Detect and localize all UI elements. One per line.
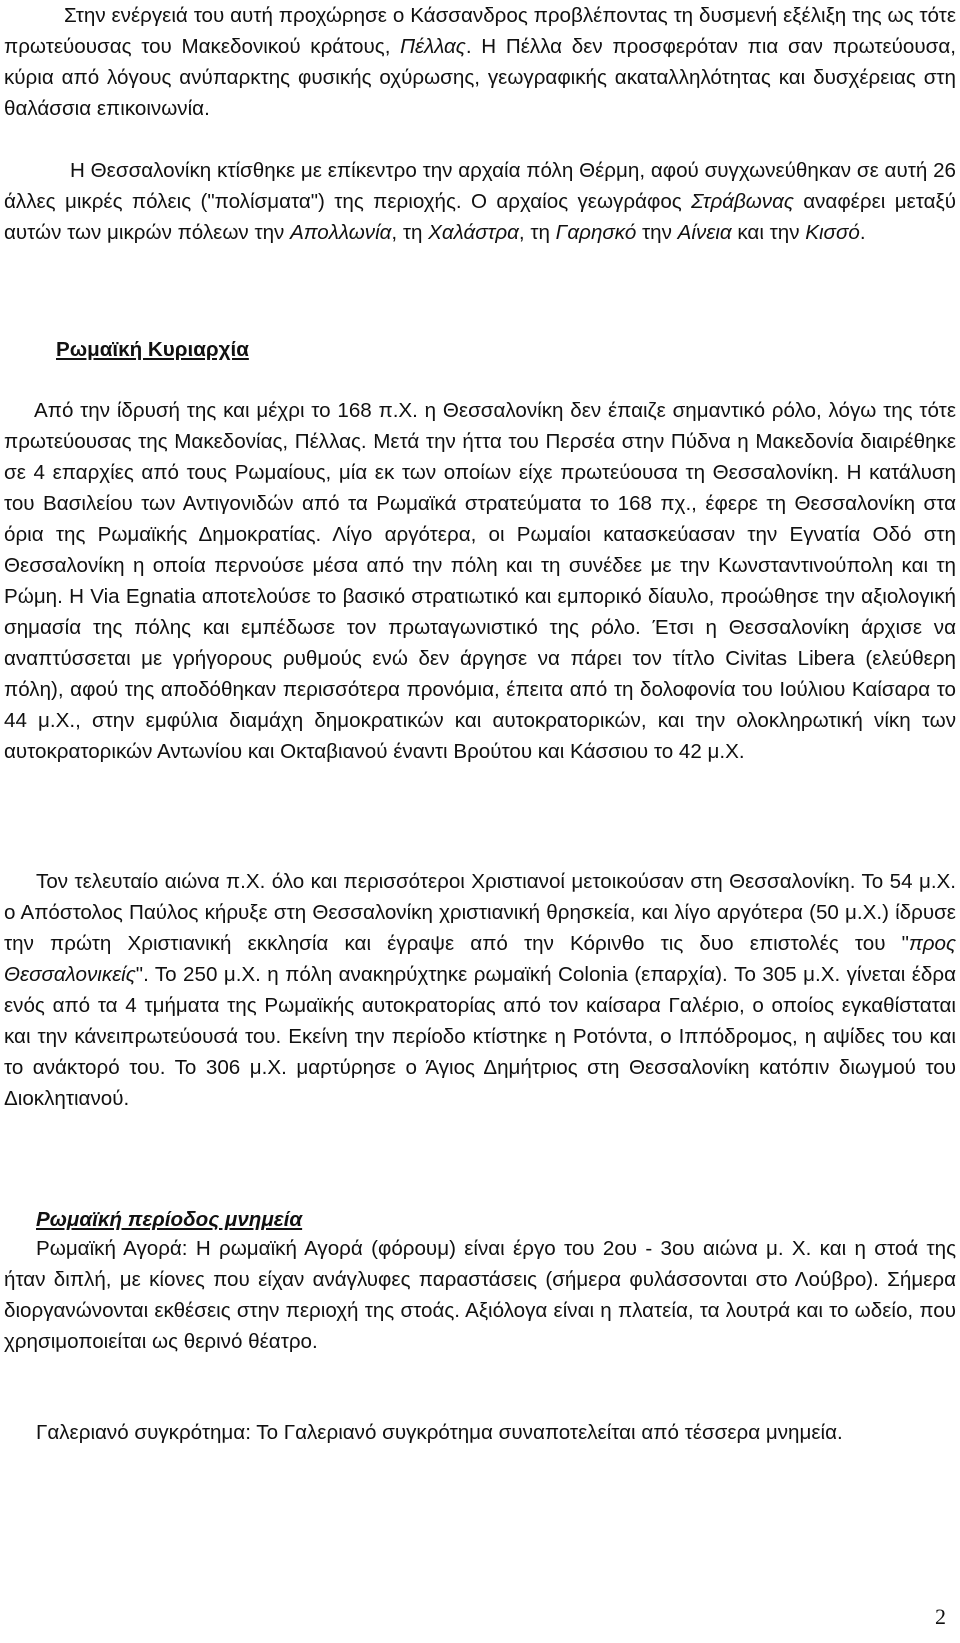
italic-term-epistle: προς Θεσσαλονικείς [4, 932, 956, 986]
italic-term-apollonia: Απολλωνία [290, 221, 392, 244]
text-run: , τη [391, 221, 429, 244]
text-run: την [636, 221, 678, 244]
text-run: . [859, 221, 866, 244]
text-run: Η Θεσσαλονίκη κτίσθηκε με επίκεντρο την αρχαία πόλη Θέρμη, αφού συγχωνεύθηκαν σε αυτή 26 άλλες μικρές πόλεις ("πολίσματα") της περιοχής. Ο αρχαίος γεωγράφος [4, 159, 956, 213]
italic-term-garisko: Γαρησκό [555, 221, 637, 244]
text-run: και την [731, 221, 806, 244]
italic-term-strabo: Στράβωνας [691, 190, 794, 213]
text-run: . Η Πέλλα δεν προσφερόταν πια σαν πρωτεύουσα, κύρια από λόγους ανύπαρκτης φυσικής οχύρωσης, γεωγραφικής ακαταλληλότητας και δυσχέρειας στη θαλάσσια επικοινωνία. [4, 35, 956, 120]
italic-term-chalastra: Χαλάστρα [428, 221, 519, 244]
paragraph-roman-era: Από την ίδρυσή της και μέχρι το 168 π.Χ. η Θεσσαλονίκη δεν έπαιζε σημαντικό ρόλο, λόγω της τότε πρωτεύουσας της Μακεδονίας, Πέλλας. Μετά την ήττα του Περσέα στην Πύδνα η Μακεδονία διαιρέθηκε σε 4 επαρχίες από τους Ρωμαίους, μία εκ των οποίων είχε πρωτεύουσα τη Θεσσαλονίκη. Η κατάλυση του Βασιλείου των Αντιγονιδών από τα Ρωμαϊκά στρατεύματα το 168 πχ., έφερε τη Θεσσαλονίκη στα όρια της Ρωμαϊκής Δημοκρατίας. Λίγο αργότερα, οι Ρωμαίοι κατασκεύασαν την Εγνατία Οδό στη Θεσσαλονίκη η οποία περνούσε μέσα από την πόλη και τη συνέδεε με την Κωνσταντινούπολη και τη Ρώμη. Η Via Egnatia αποτελούσε το βασικό στρατιωτικό και εμπορικό δίαυλο, προώθησε την αξιολογική σημασία της πόλης και εμπέδωσε τον πρωταγωνιστικό της ρόλο. Έτσι η Θεσσαλονίκη άρχισε να αναπτύσσεται με γρήγορους ρυθμούς ενώ δεν άργησε να πάρει τον τίτλο Civitas Libera (ελεύθερη πόλη), αφού της αποδόθηκαν περισσότερα προνόμια, έπειτα από τη δολοφονία του Ιούλιου Καίσαρα το 44 μ.Χ., στην εμφύλια διαμάχη δημοκρατικών και αυτοκρατορικών, και την ολοκληρωτική νίκη των αυτοκρατορικών Αντωνίου και Οκταβιανού έναντι Βρούτου και Κάσσιου το 42 μ.Χ. [4, 399, 956, 763]
text-run: ". Το 250 μ.Χ. η πόλη ανακηρύχτηκε ρωμαϊκή Colonia (επαρχία). Το 305 μ.Χ. γίνεται έδρα ενός από τα 4 τμήματα της Ρωμαϊκής αυτοκρατορίας από τον καίσαρα Γαλέριο, ο οποίος εγκαθίσταται και την κάνειπρωτεύουσά του. Εκείνη την περίοδο κτίστηκε η Ροτόντα, ο Ιππόδρομος, η αψίδες του και το ανάκτορό του. Το 306 μ.Χ. μαρτύρησε ο Άγιος Δημήτριος στη Θεσσαλονίκη κατόπιν διωγμού του Διοκλητιανού. [4, 963, 956, 1110]
heading-roman-domination: Ρωμαϊκή Κυριαρχία [56, 338, 249, 361]
heading-roman-monuments: Ρωμαϊκή περίοδος μνημεία [36, 1208, 303, 1231]
text-run: Στην ενέργειά του αυτή προχώρησε ο Κάσσανδρος προβλέποντας τη δυσμενή εξέλιξη της ως τότε πρωτεύουσας του Μακεδονικού κράτους, [4, 4, 956, 58]
italic-term-pella: Πέλλας [400, 35, 466, 58]
italic-term-kisso: Κισσό [805, 221, 860, 244]
text-run: , τη [518, 221, 556, 244]
paragraph-founding [4, 155, 956, 248]
italic-term-aineia: Αίνεια [677, 221, 732, 244]
paragraph-roman-agora: Ρωμαϊκή Αγορά: Η ρωμαϊκή Αγορά (φόρουμ) είναι έργο του 2ου - 3ου αιώνα μ. Χ. και η στοά της ήταν διπλή, με κίονες που είχαν ανάγλυφες παραστάσεις (σήμερα φυλάσσονται στο Λούβρο). Σήμερα διοργανώνονται εκθέσεις στην περιοχή της στοάς. Αξιόλογα είναι η πλατεία, τα λουτρά και το ωδείο, που χρησιμοποιείται ως θερινό θέατρο. [4, 1237, 956, 1353]
paragraph-galerian-complex: Γαλεριανό συγκρότημα: Το Γαλεριανό συγκρότημα συναποτελείται από τέσσερα μνημεία. [36, 1421, 843, 1444]
text-run: αναφέρει μεταξύ αυτών των μικρών πόλεων την [4, 190, 956, 244]
text-run: Τον τελευταίο αιώνα π.Χ. όλο και περισσότεροι Χριστιανοί μετοικούσαν στη Θεσσαλονίκη. Το 54 μ.Χ. ο Απόστολος Παύλος κήρυξε στη Θεσσαλονίκη χριστιανική θρησκεία, και λίγο αργότερα (50 μ.Χ.) ίδρυσε την πρώτη Χριστιανική εκκλησία και έγραψε από την Κόρινθο τις δυο επιστολές του " [4, 870, 956, 955]
page-number: 2 [935, 1604, 946, 1629]
paragraph-christianity [4, 866, 956, 1114]
paragraph-kassandros [4, 0, 956, 124]
